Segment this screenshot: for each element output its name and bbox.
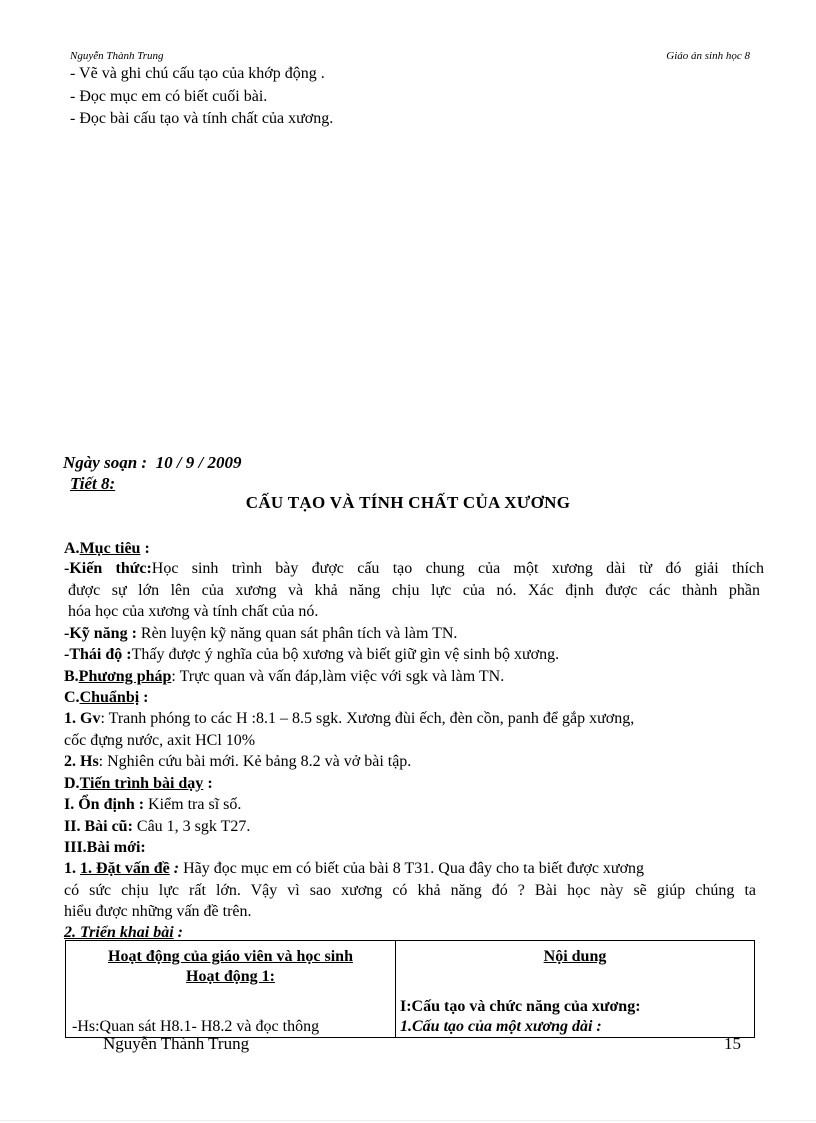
skill-line	[64, 624, 457, 644]
intro-line: hiểu được những vấn đề trên.	[64, 903, 252, 920]
footer-author: Nguyễn Thành Trung	[103, 1034, 250, 1053]
table-cell-left	[66, 941, 396, 1038]
page-title: CẤU TẠO VÀ TÍNH CHẤT CỦA XƯƠNG	[245, 493, 571, 512]
attitude-label: -Thái độ :	[64, 646, 132, 663]
student-text: : Nghiên cứu bài mới. Kẻ bảng 8.2 và vở bài tập.	[98, 753, 412, 770]
section-d-heading	[64, 774, 213, 794]
section-suffix: :	[140, 540, 150, 557]
activity-label: Hoạt động 1:	[186, 968, 275, 985]
cell-spacer	[396, 967, 754, 997]
section-title: Tiến trình bài dạy	[79, 775, 204, 792]
step-review	[64, 817, 250, 837]
section-title: Phương pháp	[78, 668, 172, 685]
section-title: Mục tiêu	[79, 540, 141, 557]
develop-label: 2. Triển khai bài	[64, 924, 174, 941]
section-prefix: B.	[64, 668, 79, 685]
knowledge-text: Học sinh trình bày được cấu tạo chung của một xương dài từ đó giải thích	[151, 560, 765, 577]
section-a-heading	[64, 539, 150, 559]
step-label: I. Ổn định :	[64, 796, 145, 813]
step-label: II. Bài cũ:	[64, 818, 133, 835]
section-title: Chuẩnbị	[79, 689, 140, 706]
list-item: - Đọc mục em có biết cuối bài.	[70, 88, 268, 105]
header-subject: Giáo án sinh học 8	[666, 50, 750, 62]
right-cell-heading: I:Cấu tạo và chức năng của xương:	[400, 998, 641, 1015]
section-prefix: C.	[64, 689, 80, 706]
student-label: 2. Hs	[64, 753, 99, 770]
knowledge-line: được sự lớn lên của xương và khả năng chịu lực của nó. Xác định được các thành phần	[68, 582, 760, 599]
list-item: - Đọc bài cấu tạo và tính chất của xương.	[70, 110, 334, 127]
attitude-line	[64, 645, 559, 665]
knowledge-line: hóa học của xương và tính chất của nó.	[68, 603, 319, 620]
section-text: : Trực quan và vấn đáp,làm việc với sgk và làm TN.	[171, 668, 505, 685]
date-value: 10 / 9 / 2009	[155, 453, 242, 472]
section-prefix: D.	[64, 775, 80, 792]
knowledge-label: -Kiến thức:	[64, 560, 152, 577]
intro-line	[64, 859, 644, 879]
develop-colon: :	[173, 924, 183, 941]
list-item: - Vẽ và ghi chú cấu tạo của khớp động .	[70, 65, 325, 82]
step-text: Câu 1, 3 sgk T27.	[132, 818, 251, 835]
section-suffix: :	[139, 689, 149, 706]
lesson-period: Tiết 8:	[70, 474, 116, 493]
intro-line: có sức chịu lực rất lớn. Vậy vì sao xương có khả năng đó ? Bài học này sẽ giúp chúng ta	[64, 882, 756, 899]
right-cell-subheading: 1.Cấu tạo của một xương dài :	[400, 1018, 602, 1035]
cell-spacer	[66, 987, 395, 1017]
header-author: Nguyễn Thành Trung	[70, 50, 164, 62]
page-edge	[0, 1120, 816, 1121]
skill-label: -Kỹ năng :	[64, 625, 137, 642]
intro-label-wrap: 1. 1. Đặt vấn đề	[64, 860, 170, 877]
attitude-text: Thấy được ý nghĩa của bộ xương và biết giữ gìn vệ sinh bộ xương.	[131, 646, 560, 663]
section-suffix: :	[203, 775, 213, 792]
page-number: 15	[724, 1034, 741, 1053]
section-c-heading	[64, 688, 148, 708]
teacher-label: 1. Gv	[64, 710, 101, 727]
col-left-header: Hoạt động của giáo viên và học sinh	[108, 948, 353, 965]
date-label: Ngày soạn :	[63, 453, 148, 472]
student-prep	[64, 752, 411, 772]
teacher-prep-cont: cốc đựng nước, axit HCl 10%	[64, 732, 256, 749]
table-cell-right	[396, 941, 755, 1038]
knowledge-line	[64, 559, 764, 579]
col-right-header: Nội dung	[543, 948, 607, 965]
intro-colon: :	[169, 860, 180, 877]
teacher-prep	[64, 709, 634, 729]
section-b	[64, 667, 504, 687]
teacher-text: : Tranh phóng to các H :8.1 – 8.5 sgk. Xương đùi ếch, đèn cồn, panh để gắp xương,	[100, 710, 635, 727]
activity-table	[65, 940, 755, 1038]
section-prefix: A.	[64, 540, 80, 557]
step-new-lesson: III.Bài mới:	[64, 839, 146, 856]
left-cell-text: -Hs:Quan sát H8.1- H8.2 và đọc thông	[72, 1018, 320, 1035]
step-stabilize	[64, 795, 241, 815]
step-text: Kiểm tra sĩ số.	[144, 796, 242, 813]
lesson-date	[63, 453, 242, 473]
skill-text: Rèn luyện kỹ năng quan sát phân tích và làm TN.	[136, 625, 458, 642]
intro-text: Hãy đọc mục em có biết của bài 8 T31. Qua đây cho ta biết được xương	[179, 860, 645, 877]
intro-label: 1. Đặt vấn đề	[80, 860, 170, 877]
